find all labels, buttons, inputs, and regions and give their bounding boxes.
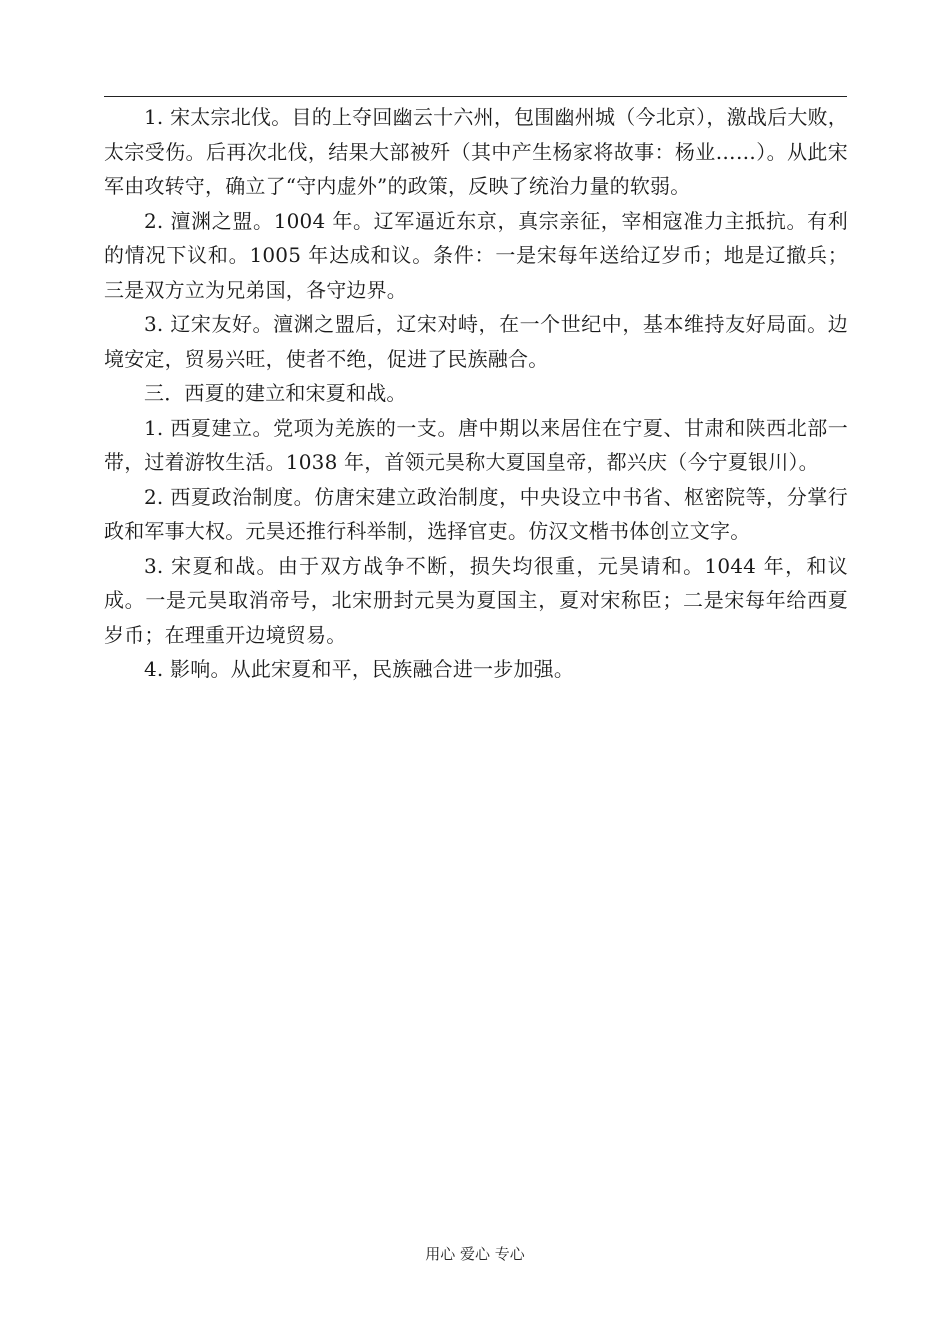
document-body [104, 100, 848, 687]
paragraph-influence: 4. 影响。从此宋夏和平，民族融合进一步加强。 [144, 657, 575, 681]
paragraph-western-xia-politics: 2. 西夏政治制度。仿唐宋建立政治制度，中央设立中书省、枢密院等，分掌行政和军事大权。元昊还推行科举制，选择官吏。仿汉文楷书体创立文字。 [104, 484, 848, 543]
header-rule [104, 96, 847, 97]
paragraph-western-xia-founding: 1. 西夏建立。党项为羌族的一支。唐中期以来居住在宁夏、甘肃和陕西北部一带，过着游牧生活。1038 年，首领元昊称大夏国皇帝，都兴庆（今宁夏银川）。 [104, 415, 848, 474]
paragraph-liao-song-friendship: 3. 辽宋友好。澶渊之盟后，辽宋对峙，在一个世纪中，基本维持友好局面。边境安定，贸易兴旺，使者不绝，促进了民族融合。 [104, 312, 848, 371]
paragraph-chanyuan-treaty: 2. 澶渊之盟。1004 年。辽军逼近东京，真宗亲征，宰相寇准力主抵抗。有利的情况下议和。1005 年达成和议。条件：一是宋每年送给辽岁币；地是辽撤兵；三是双方立为兄弟国，各守边界。 [104, 208, 848, 302]
page-footer: 用心 爱心 专心 [425, 1245, 525, 1263]
paragraph-song-xia-war-peace: 3. 宋夏和战。由于双方战争不断，损失均很重，元昊请和。1044 年，和议成。一是元昊取消帝号，北宋册封元昊为夏国主，夏对宋称臣；二是宋每年给西夏岁币；在理重开边境贸易。 [104, 553, 848, 647]
section-heading-western-xia: 三．西夏的建立和宋夏和战。 [144, 381, 407, 405]
paragraph-song-taizong-campaign: 1. 宋太宗北伐。目的上夺回幽云十六州，包围幽州城（今北京），激战后大败，太宗受伤。后再次北伐，结果大部被歼（其中产生杨家将故事：杨业……）。从此宋军由攻转守，确立了“守内虚外”的政策，反映了统治力量的软弱。 [104, 105, 848, 198]
